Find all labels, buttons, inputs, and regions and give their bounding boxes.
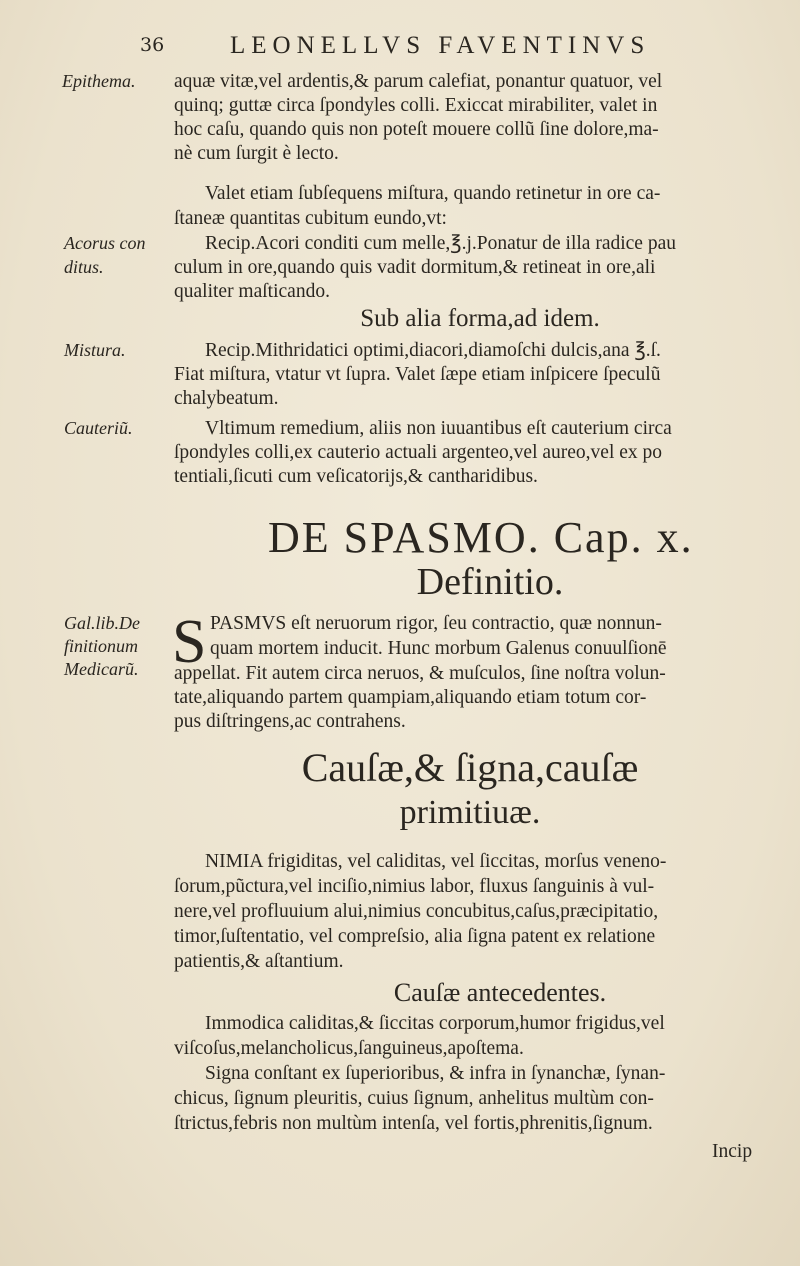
text-line: tentiali,ſicuti cum veſicatorijs,& cantharidibus. [174,466,538,487]
text-line: aquæ vitæ,vel ardentis,& parum calefiat, ponantur quatuor, vel [174,71,663,92]
heading-causae-antecedentes: Cauſæ antecedentes. [393,978,607,1007]
page-header [140,32,760,64]
text-line: pus diſtringens,ac contrahens. [174,711,406,732]
heading-primitivae: primitiuæ. [399,794,541,831]
text-line: tate,aliquando partem quampiam,aliquando etiam totum cor- [174,687,647,708]
text-line: viſcoſus,melancholicus,ſanguineus,apoſtema. [174,1038,524,1059]
text-line: Valet etiam ſubſequens miſtura, quando retinetur in ore ca- [205,183,661,204]
text-line: Fiat miſtura, vtatur vt ſupra. Valet ſæpe etiam inſpicere ſpeculũ [174,364,661,385]
text-line: chalybeatum. [174,388,279,409]
margin-note-cauterium: Cauteriũ. [64,418,133,438]
text-line: patientis,& aſtantium. [174,951,344,972]
text-line: hoc caſu, quando quis non poteſt mouere collũ ſine dolore,ma- [174,119,659,140]
text-line: qualiter maſticando. [174,281,330,302]
running-head: LEONELLVS FAVENTINVS [230,32,651,59]
margin-note-conditus: ditus. [64,257,104,277]
text-line: appellat. Fit autem circa neruos, & muſculos, ſine noſtra volun- [174,663,666,684]
text-line: ſtaneæ quantitas cubitum eundo,vt: [174,208,447,229]
text-line: Recip.Acori conditi cum melle,℥.j.Ponatur de illa radice pau [205,233,676,254]
margin-note-galenus-3: Medicarũ. [64,659,139,679]
margin-note-mistura: Mistura. [64,340,126,360]
margin-note-acorus: Acorus con [64,233,146,253]
text-line: Signa conſtant ex ſuperioribus, & infra in ſynanchæ, ſynan- [205,1063,666,1084]
margin-note-epithema: Epithema. [62,71,136,91]
text-line: NIMIA frigiditas, vel caliditas, vel ſiccitas, morſus veneno- [205,851,667,872]
page-number: 36 [140,34,165,56]
text-line: Immodica caliditas,& ſiccitas corporum,humor frigidus,vel [205,1013,665,1034]
heading-causae-signa: Cauſæ,& ſigna,cauſæ [301,745,639,790]
text-line: ſpondyles colli,ex cauterio actuali argenteo,vel aureo,vel ex po [174,442,663,463]
text-line: quam mortem inducit. Hunc morbum Galenus conuulſionē [210,638,667,659]
margin-note-galenus-2: finitionum [64,636,139,656]
text-line: Recip.Mithridatici optimi,diacori,diamoſchi dulcis,ana ℥.ſ. [205,340,661,361]
text-line: nè cum ſurgit è lecto. [174,143,339,164]
catchword: Incip [712,1141,753,1162]
text-line: quinq; guttæ circa ſpondyles colli. Exiccat mirabiliter, valet in [174,95,658,116]
text-line: ſorum,pũctura,vel inciſio,nimius labor, fluxus ſanguinis à vul- [174,876,655,897]
text-line: chicus, ſignum pleuritis, cuius ſignum, anhelitus multùm con- [174,1088,654,1109]
text-line: timor,ſuſtentatio, vel compreſsio, alia ſigna patent ex relatione [174,926,656,947]
drop-cap: S [172,608,207,676]
text-line: nere,vel profluuium alui,nimius concubitus,caſus,præcipitatio, [174,901,659,922]
text-line: PASMVS eſt neruorum rigor, ſeu contractio, quæ nonnun- [210,613,662,634]
text-line: culum in ore,quando quis vadit dormitum,& retineat in ore,ali [174,257,656,278]
margin-note-galenus-1: Gal.lib.De [64,613,140,633]
definitio-heading: Definitio. [416,561,564,603]
chapter-title: DE SPASMO. Cap. x. [268,513,694,562]
subheading-alia-forma: Sub alia forma,ad idem. [360,305,600,332]
text-line: ſtrictus,febris non multùm intenſa, vel fortis,phrenitis,ſignum. [174,1113,653,1134]
text-line: Vltimum remedium, aliis non iuuantibus eſt cauterium circa [205,418,672,439]
